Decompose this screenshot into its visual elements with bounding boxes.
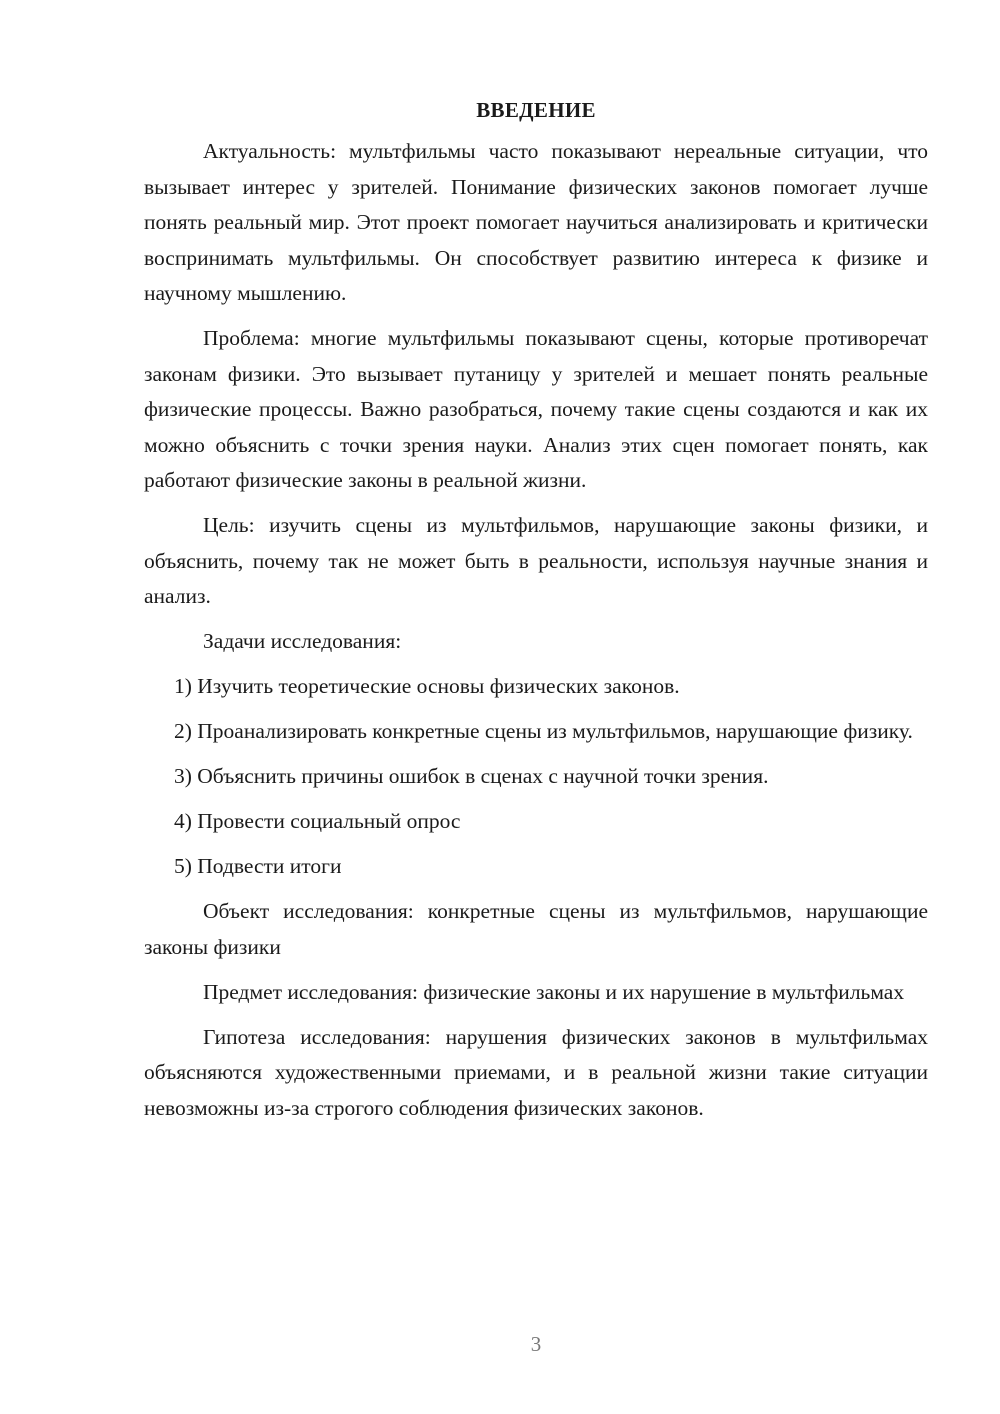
- section-title: ВВЕДЕНИЕ: [476, 98, 596, 122]
- task-item-3: 3) Объяснить причины ошибок в сценах с научной точки зрения.: [174, 764, 769, 788]
- relevance-paragraph: Актуальность: мультфильмы часто показывают нереальные ситуации, что вызывает интерес у зрителей. Понимание физических законов помогает лучше понять реальный мир. Этот проект помогает научиться анализировать и критически воспринимать мультфильмы. Он способствует развитию интереса к физике и научному мышлению.: [144, 139, 928, 305]
- research-object-paragraph: Объект исследования: конкретные сцены из мультфильмов, нарушающие законы физики: [144, 899, 928, 959]
- hypothesis-paragraph: Гипотеза исследования: нарушения физических законов в мультфильмах объясняются художественными приемами, и в реальной жизни такие ситуации невозможны из-за строгого соблюдения физических законов.: [144, 1024, 928, 1120]
- goal-paragraph: Цель: изучить сцены из мультфильмов, нарушающие законы физики, и объяснить, почему так не может быть в реальности, используя научные знания и анализ.: [144, 513, 928, 608]
- tasks-heading: Задачи исследования:: [203, 629, 402, 653]
- task-item-2: 2) Проанализировать конкретные сцены из мультфильмов, нарушающие физику.: [174, 719, 913, 743]
- page-number: 3: [530, 1332, 542, 1356]
- task-item-5: 5) Подвести итоги: [174, 854, 342, 878]
- task-item-4: 4) Провести социальный опрос: [174, 809, 461, 833]
- research-subject-paragraph: Предмет исследования: физические законы и их нарушение в мультфильмах: [203, 979, 905, 1004]
- task-item-1: 1) Изучить теоретические основы физических законов.: [174, 674, 680, 698]
- problem-paragraph: Проблема: многие мультфильмы показывают сцены, которые противоречат законам физики. Это вызывает путаницу у зрителей и мешает понять реальные физические процессы. Важно разобраться, почему такие сцены создаются и как их можно объяснить с точки зрения науки. Анализ этих сцен помогает понять, как работают физические законы в реальной жизни.: [144, 326, 928, 492]
- document-page: [144, 92, 928, 1136]
